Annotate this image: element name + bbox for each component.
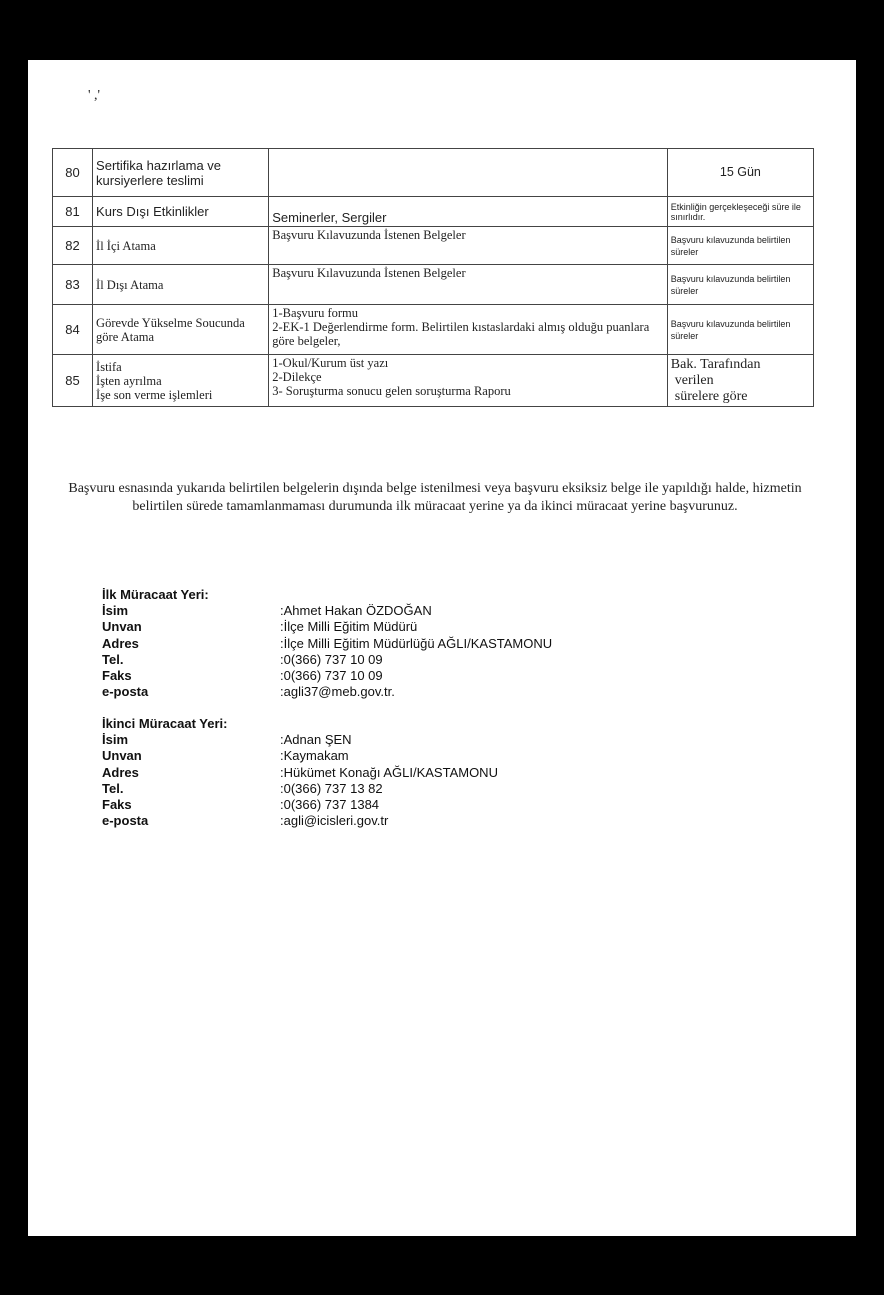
field-value: :İlçe Milli Eğitim Müdürü xyxy=(280,619,418,635)
row-number: 81 xyxy=(53,197,93,227)
document-line: 2-Dilekçe xyxy=(272,370,322,384)
service-table xyxy=(52,148,814,407)
field-value: :agli37@meb.gov.tr. xyxy=(280,684,395,700)
table-row xyxy=(53,227,814,265)
service-name xyxy=(93,355,269,407)
name-line: İstifa xyxy=(96,359,122,374)
contact-row xyxy=(102,636,552,652)
contact-row xyxy=(102,797,498,813)
row-number: 83 xyxy=(53,265,93,305)
field-value: :agli@icisleri.gov.tr xyxy=(280,813,389,829)
row-number: 82 xyxy=(53,227,93,265)
field-label: İsim xyxy=(102,603,129,619)
field-label: Adres xyxy=(102,635,139,651)
completion-time xyxy=(667,355,813,407)
time-line: verilen xyxy=(674,372,714,388)
document-line: 1-Başvuru formu xyxy=(272,306,359,320)
service-name: Kurs Dışı Etkinlikler xyxy=(93,197,269,227)
completion-time: Başvuru kılavuzunda belirtilen süreler xyxy=(667,265,813,305)
field-value: :0(366) 737 10 09 xyxy=(280,651,383,667)
field-label: Tel. xyxy=(102,780,124,796)
field-value: :0(366) 737 1384 xyxy=(280,797,380,813)
service-name: Görevde Yükselme Soucunda göre Atama xyxy=(93,305,269,355)
name-line: İşten ayrılma xyxy=(96,373,162,388)
field-label: Tel. xyxy=(102,651,124,667)
second-contact-heading: İkinci Müracaat Yeri: xyxy=(102,716,228,731)
table-row xyxy=(53,305,814,355)
application-note: Başvuru esnasında yukarıda belirtilen belgelerin dışında belge istenilmesi veya başvuru eksiksiz belge ile yapıldığı halde, hizmetin belirtilen sürede tamamlanmaması durumunda ilk müracaat yerine ya da ikinci müracaat yerine başvurunuz. xyxy=(68,481,802,514)
contact-row xyxy=(102,765,498,781)
second-contact-block xyxy=(102,716,498,829)
row-number: 80 xyxy=(53,149,93,197)
contact-row xyxy=(102,748,498,764)
field-value: :Kaymakam xyxy=(280,748,349,764)
first-contact-heading: İlk Müracaat Yeri: xyxy=(102,587,209,602)
document-line: 3- Soruşturma sonucu gelen soruşturma Raporu xyxy=(272,384,511,398)
time-line: Bak. Tarafından xyxy=(670,356,761,372)
time-line: sürelere göre xyxy=(674,388,748,404)
field-label: Unvan xyxy=(102,619,142,635)
field-label: Faks xyxy=(102,797,132,813)
service-name: İl Dışı Atama xyxy=(93,265,269,305)
field-value: :0(366) 737 10 09 xyxy=(280,668,383,684)
required-documents: Başvuru Kılavuzunda İstenen Belgeler xyxy=(269,227,668,265)
document-line: 2-EK-1 Değerlendirme form. Belirtilen kıstaslardaki almış olduğu puanlara göre belgeler, xyxy=(272,320,650,348)
stray-marks: ' ,' xyxy=(88,88,101,103)
service-name: Sertifika hazırlama ve kursiyerlere teslimi xyxy=(93,149,269,197)
row-number: 85 xyxy=(53,355,93,407)
completion-time: Başvuru kılavuzunda belirtilen süreler xyxy=(667,227,813,265)
table-row xyxy=(53,149,814,197)
field-label: Unvan xyxy=(102,748,142,764)
contact-row xyxy=(102,684,552,700)
field-value: :Hükümet Konağı AĞLI/KASTAMONU xyxy=(280,764,498,780)
table-row xyxy=(53,265,814,305)
required-documents xyxy=(269,149,668,197)
contact-row xyxy=(102,652,552,668)
document-page xyxy=(28,60,856,1236)
field-label: Faks xyxy=(102,668,132,684)
field-value: :Ahmet Hakan ÖZDOĞAN xyxy=(280,603,432,619)
document-line: 1-Okul/Kurum üst yazı xyxy=(272,356,389,370)
contact-row xyxy=(102,603,552,619)
service-name: İl İçi Atama xyxy=(93,227,269,265)
contact-row xyxy=(102,781,498,797)
row-number: 84 xyxy=(53,305,93,355)
name-line: İşe son verme işlemleri xyxy=(96,387,213,402)
field-label: İsim xyxy=(102,732,129,748)
required-documents xyxy=(269,355,668,407)
contact-row xyxy=(102,668,552,684)
field-value: :Adnan ŞEN xyxy=(280,732,352,748)
field-label: Adres xyxy=(102,764,139,780)
field-label: e-posta xyxy=(102,813,149,829)
required-documents: Başvuru Kılavuzunda İstenen Belgeler xyxy=(269,265,668,305)
required-documents xyxy=(269,305,668,355)
field-value: :İlçe Milli Eğitim Müdürlüğü AĞLI/KASTAMONU xyxy=(280,635,553,651)
table-row xyxy=(53,355,814,407)
contact-row xyxy=(102,813,498,829)
field-value: :0(366) 737 13 82 xyxy=(280,780,383,796)
table-row xyxy=(53,197,814,227)
completion-time: Etkinliğin gerçekleşeceği süre ile sınırlıdır. xyxy=(667,197,813,227)
contact-row xyxy=(102,732,498,748)
required-documents: Seminerler, Sergiler xyxy=(269,197,668,227)
completion-time: Başvuru kılavuzunda belirtilen süreler xyxy=(667,305,813,355)
field-label: e-posta xyxy=(102,684,149,700)
completion-time: 15 Gün xyxy=(667,149,813,197)
first-contact-block xyxy=(102,587,552,700)
contact-row xyxy=(102,619,552,635)
